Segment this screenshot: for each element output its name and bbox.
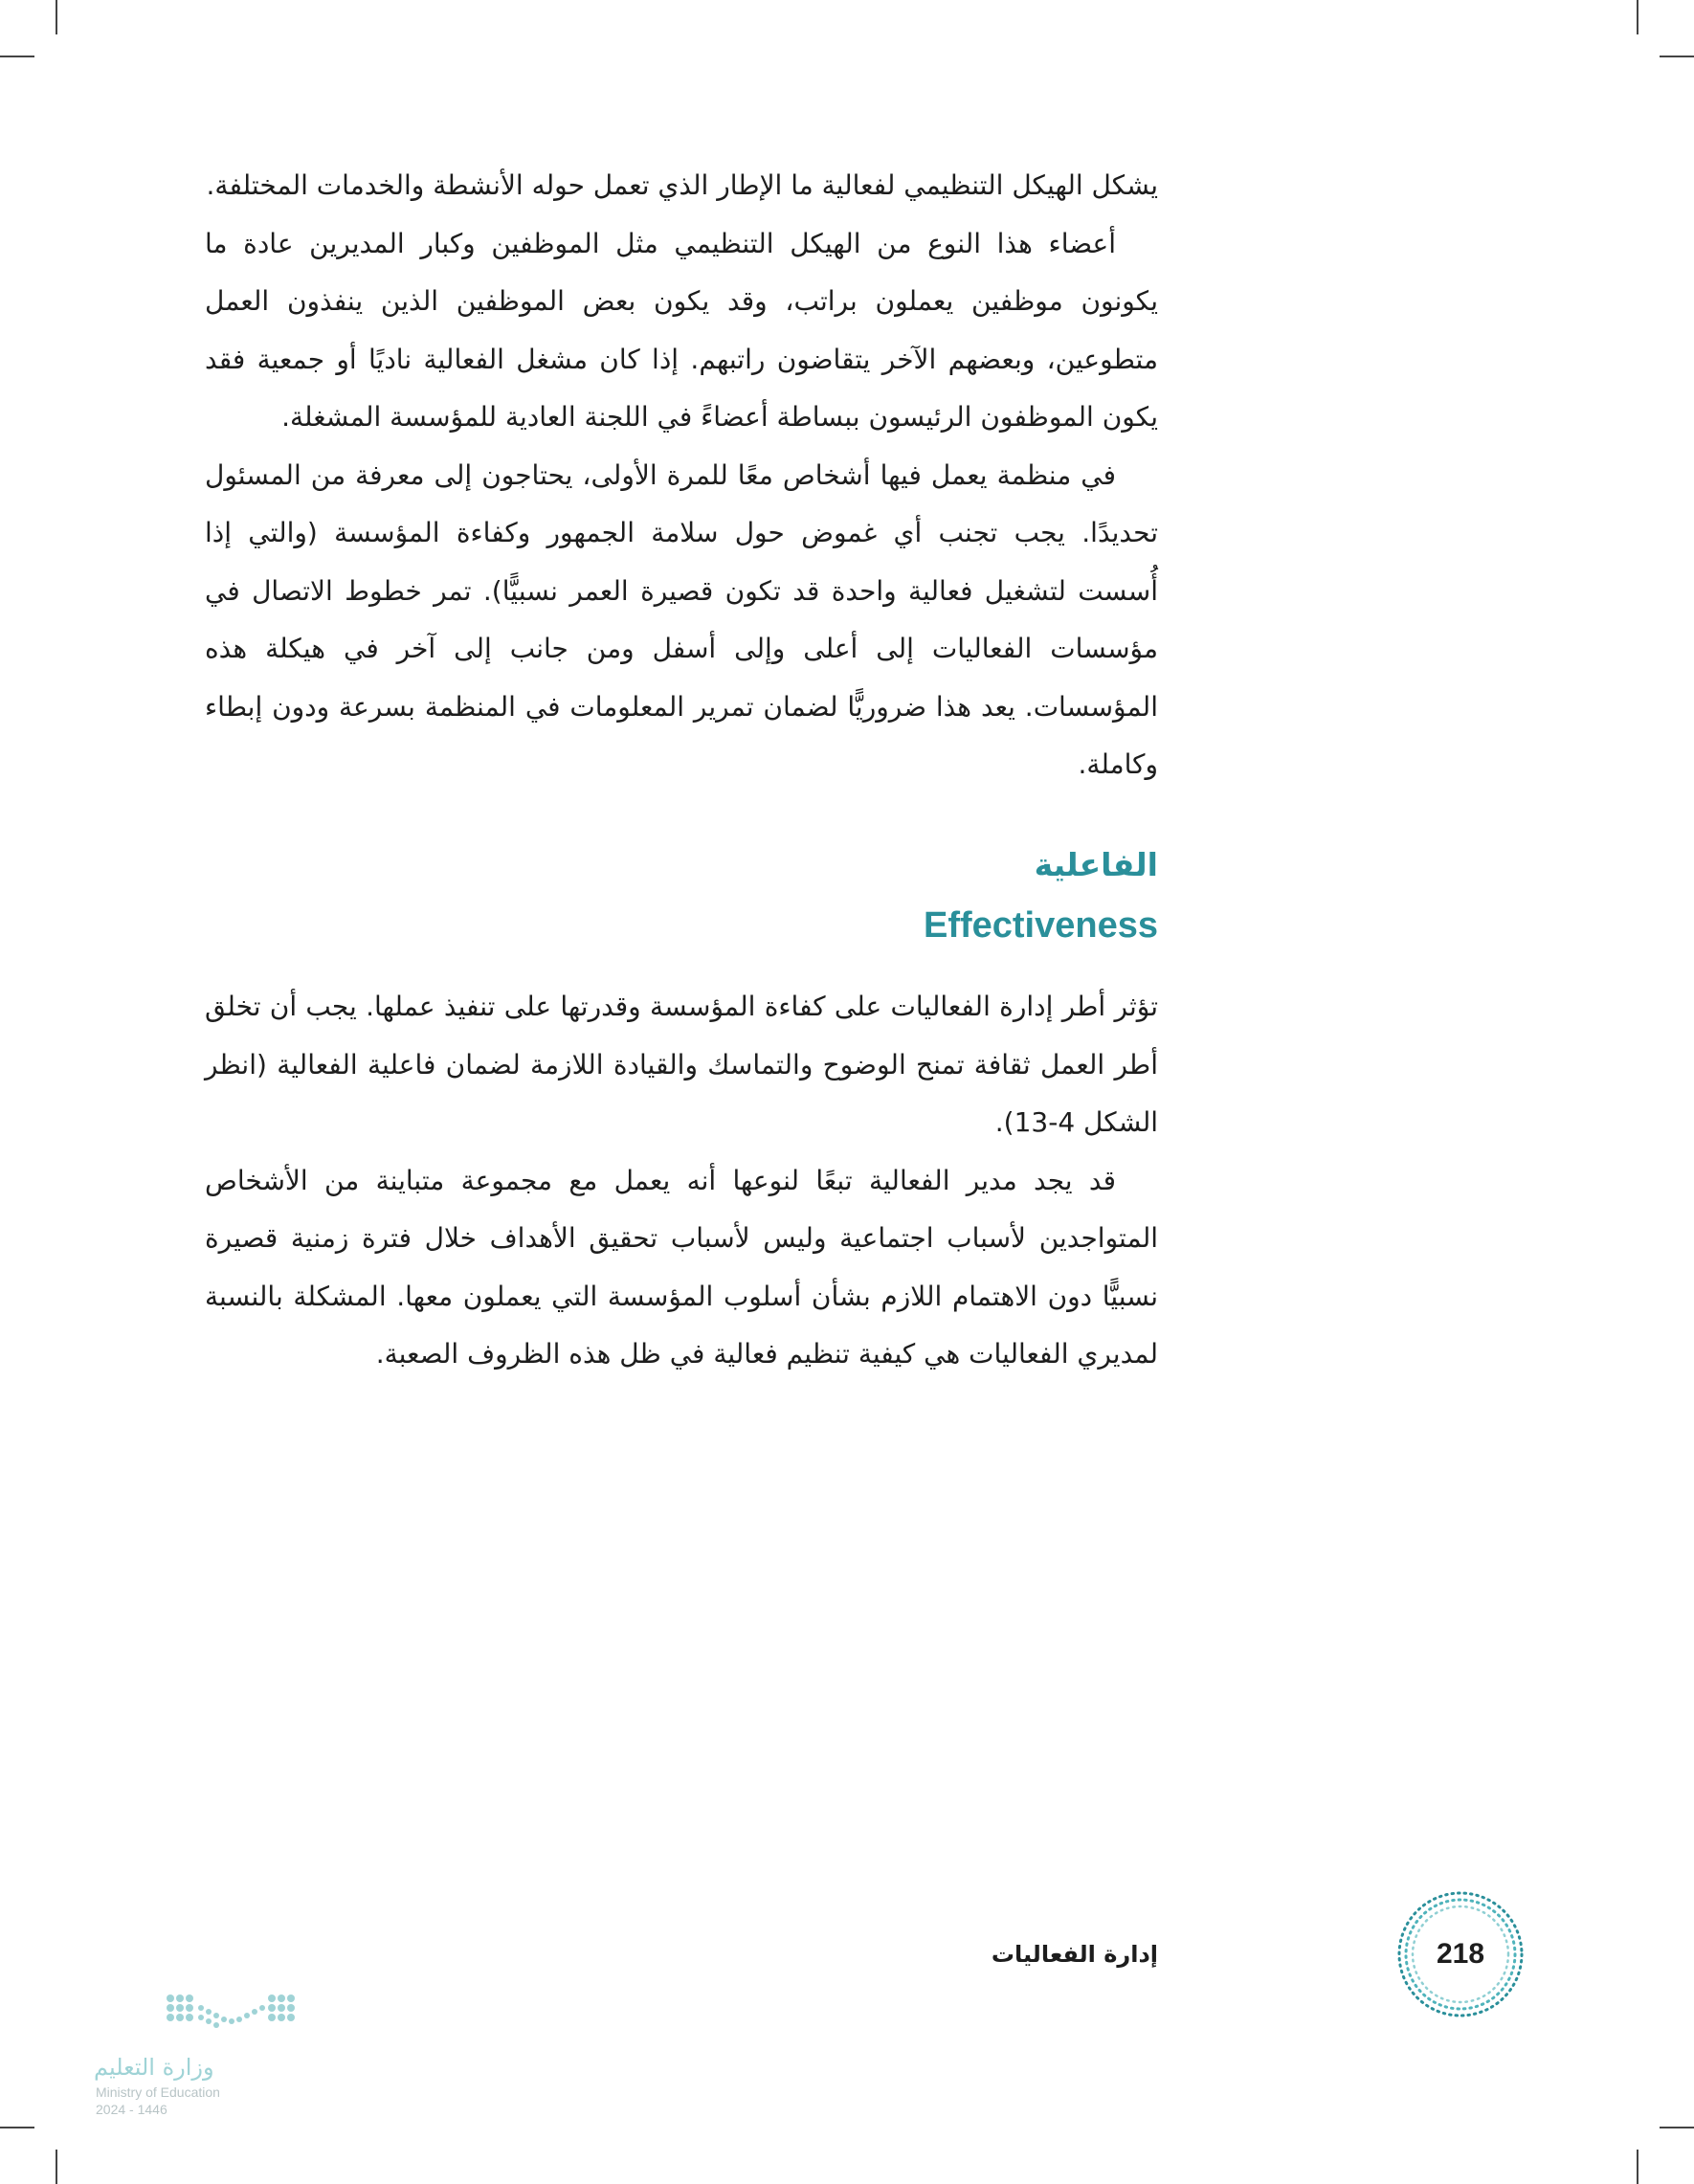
paragraph: في منظمة يعمل فيها أشخاص معًا للمرة الأولى، يحتاجون إلى معرفة من المسئول تحديدًا. يجب تجنب أي غموض حول سلامة الجمهور وكفاءة المؤسسة (والتي إذا أُسست لتشغيل فعالية واحدة قد تكون قصيرة العمر نسبيًّا). تمر خطوط الاتصال في مؤسسات الفعاليات إلى أعلى وإلى أسفل ومن جانب إلى آخر في هيكلة هذه المؤسسات. يعد هذا ضروريًّا لضمان تمرير المعلومات في المنظمة بسرعة ودون إبطاء وكاملة. bbox=[205, 458, 1158, 780]
page-number-badge bbox=[1393, 1887, 1527, 2021]
ministry-year: 2024 - 1446 bbox=[96, 2102, 167, 2117]
ministry-logo-dots-icon bbox=[94, 1987, 323, 2050]
crop-mark bbox=[56, 2150, 57, 2184]
crop-mark bbox=[56, 0, 57, 34]
section-heading-arabic: الفاعلية bbox=[1034, 846, 1158, 883]
body-text-top bbox=[205, 157, 1158, 794]
body-text-bottom bbox=[205, 978, 1158, 1384]
paragraph: يشكل الهيكل التنظيمي لفعالية ما الإطار الذي تعمل حوله الأنشطة والخدمات المختلفة. bbox=[206, 169, 1158, 201]
crop-mark bbox=[1660, 2127, 1694, 2128]
crop-mark bbox=[0, 56, 34, 57]
paragraph: قد يجد مدير الفعالية تبعًا لنوعها أنه يعمل مع مجموعة متباينة من الأشخاص المتواجدين لأسباب اجتماعية وليس لأسباب تحقيق الأهداف خلال فترة زمنية قصيرة نسبيًّا دون الاهتمام اللازم بشأن أسلوب المؤسسة التي يعملون معها. المشكلة بالنسبة لمديري الفعاليات هي كيفية تنظيم فعالية في ظل هذه الظروف الصعبة. bbox=[205, 1164, 1158, 1370]
crop-mark bbox=[0, 2127, 34, 2128]
paragraph: تؤثر أطر إدارة الفعاليات على كفاءة المؤسسة وقدرتها على تنفيذ عملها. يجب أن تخلق أطر العمل ثقافة تمنح الوضوح والتماسك والقيادة اللازمة لضمان فاعلية الفعالية (انظر الشكل 4-13). bbox=[205, 991, 1158, 1138]
ministry-name-arabic: وزارة التعليم bbox=[94, 2054, 214, 2081]
crop-mark bbox=[1637, 2150, 1638, 2184]
page-number: 218 bbox=[1436, 1938, 1485, 1970]
crop-mark bbox=[1637, 0, 1638, 34]
footer-book-title: إدارة الفعاليات bbox=[991, 1941, 1158, 1968]
ministry-name-english: Ministry of Education bbox=[96, 2084, 220, 2100]
paragraph: أعضاء هذا النوع من الهيكل التنظيمي مثل الموظفين وكبار المديرين عادة ما يكونون موظفين يعملون براتب، وقد يكون بعض الموظفين الذين ينفذون العمل متطوعين، وبعضهم الآخر يتقاضون راتبهم. إذا كان مشغل الفعالية ناديًا أو جمعية فقد يكون الموظفون الرئيسون ببساطة أعضاءً في اللجنة العادية للمؤسسة المشغلة. bbox=[205, 227, 1158, 433]
crop-mark bbox=[1660, 56, 1694, 57]
ministry-logo bbox=[94, 1987, 323, 2121]
section-heading-english: Effectiveness bbox=[923, 905, 1158, 946]
